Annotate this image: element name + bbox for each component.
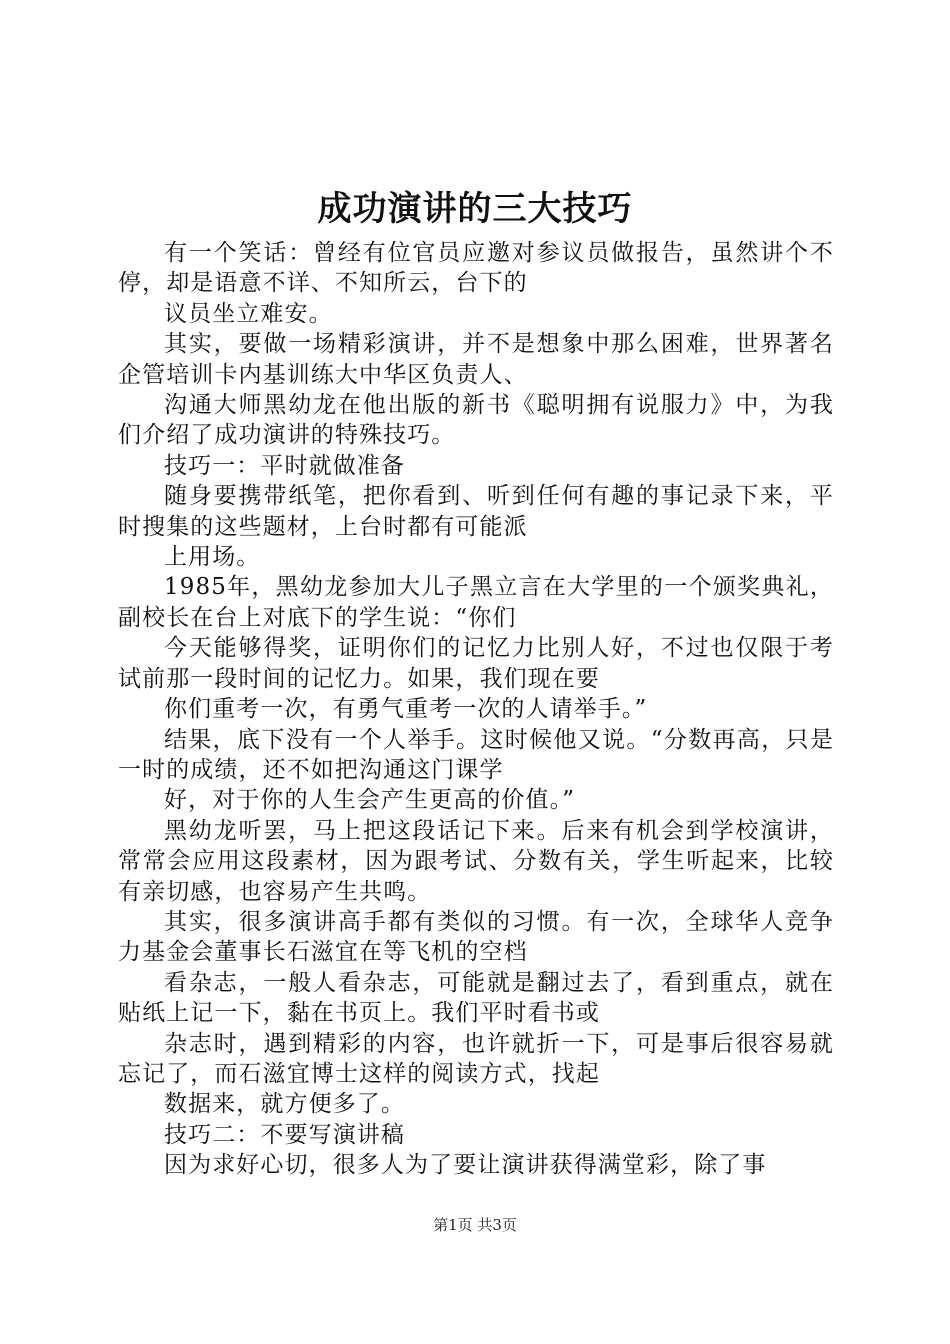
paragraph: 好，对于你的人生会产生更高的价值。” — [164, 787, 576, 814]
paragraph: 沟通大师黑幼龙在他出版的新书《聪明拥有说服力》中，为我们介绍了成功演讲的特殊技巧。 — [118, 392, 834, 449]
paragraph: 因为求好心切，很多人为了要让演讲获得满堂彩，除了事 — [164, 1152, 767, 1179]
paragraph: 议员坐立难安。 — [164, 300, 333, 327]
section-heading: 技巧一：平时就做准备 — [164, 452, 405, 479]
document-title: 成功演讲的三大技巧 — [317, 189, 633, 229]
paragraph: 杂志时，遇到精彩的内容，也许就折一下，可是事后很容易就忘记了，而石滋宜博士这样的阅读方式，找起 — [118, 1030, 834, 1087]
paragraph: 数据来，就方便多了。 — [164, 1091, 405, 1118]
paragraph: 其实，很多演讲高手都有类似的习惯。有一次，全球华人竞争力基金会董事长石滋宜在等飞机的空档 — [118, 908, 834, 966]
document-body — [118, 238, 834, 1181]
page-number-footer: 第1页 共3页 — [433, 1216, 517, 1234]
paragraph: 看杂志，一般人看杂志，可能就是翻过去了，看到重点，就在贴纸上记一下，黏在书页上。我们平时看书或 — [118, 969, 834, 1027]
paragraph: 今天能够得奖，证明你们的记忆力比别人好，不过也仅限于考试前那一段时间的记忆力。如果，我们现在要 — [118, 635, 834, 692]
paragraph: 其实，要做一场精彩演讲，并不是想象中那么困难，世界著名企管培训卡内基训练大中华区负责人、 — [118, 331, 834, 388]
paragraph: 黑幼龙听罢，马上把这段话记下来。后来有机会到学校演讲，常常会应用这段素材，因为跟考试、分数有关，学生听起来，比较有亲切感，也容易产生共鸣。 — [118, 817, 834, 905]
paragraph: 有一个笑话：曾经有位官员应邀对参议员做报告，虽然讲个不停，却是语意不详、不知所云，台下的 — [118, 240, 834, 297]
paragraph: 结果，底下没有一个人举手。这时候他又说。“分数再高，只是一时的成绩，还不如把沟通这门课学 — [118, 726, 834, 783]
paragraph: 上用场。 — [164, 544, 261, 571]
paragraph: 随身要携带纸笔，把你看到、听到任何有趣的事记录下来，平时搜集的这些题材，上台时都有可能派 — [118, 483, 834, 540]
paragraph: 1985年，黑幼龙参加大儿子黑立言在大学里的一个颁奖典礼，副校长在台上对底下的学生说：“你们 — [118, 574, 834, 631]
section-heading: 技巧二：不要写演讲稿 — [164, 1121, 405, 1148]
paragraph: 你们重考一次，有勇气重考一次的人请举手。” — [164, 696, 648, 723]
